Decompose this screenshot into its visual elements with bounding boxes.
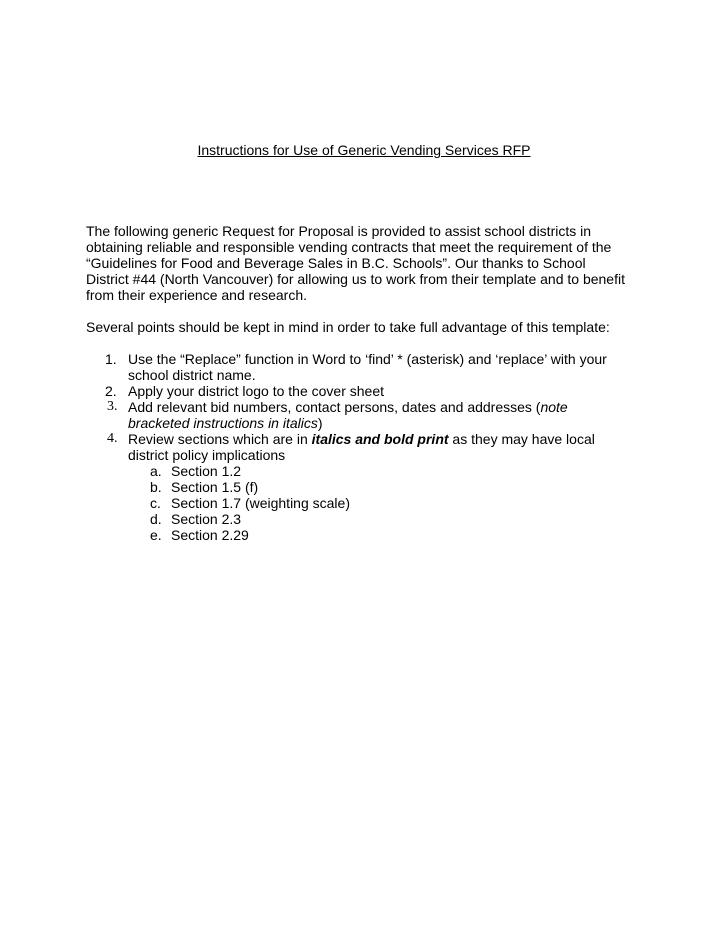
list-item-number: 1. [105, 351, 117, 367]
list-item-line [128, 431, 646, 447]
intro-line: District #44 (North Vancouver) for allowing us to work from their template and to benefit [86, 271, 625, 287]
sub-list-item-text: Section 2.29 [171, 527, 249, 543]
list-item-number: 3. [107, 399, 118, 414]
list-item [86, 383, 646, 399]
intro-line: from their experience and research. [86, 287, 307, 303]
intro-line: obtaining reliable and responsible vending contracts that meet the requirement of the [86, 239, 612, 255]
list-item-line [128, 399, 646, 415]
sub-list-item [86, 527, 646, 543]
sub-list-item-letter: a. [150, 463, 162, 479]
points-paragraph: Several points should be kept in mind in order to take full advantage of this template: [86, 319, 610, 335]
list-item-italic-text: bracketed instructions in italics [128, 415, 318, 431]
list-item-text: Add relevant bid numbers, contact persons, dates and addresses ( [128, 399, 541, 415]
list-item-number: 2. [105, 383, 117, 399]
sub-list-item [86, 495, 646, 511]
sub-list-item [86, 511, 646, 527]
list-item-bold-italic-text: italics and bold print [311, 431, 449, 447]
list-item-line: Apply your district logo to the cover sheet [128, 383, 385, 399]
intro-line: “Guidelines for Food and Beverage Sales in B.C. Schools”. Our thanks to School [86, 255, 586, 271]
list-item-text: as they may have local [448, 431, 595, 447]
list-item-text: ) [317, 415, 323, 431]
intro-paragraph [86, 223, 646, 303]
sub-list-item-text: Section 1.5 (f) [171, 479, 259, 495]
sub-list-item-letter: e. [150, 527, 162, 543]
sub-list-item-letter: b. [150, 479, 162, 495]
list-item [86, 351, 646, 383]
list-item-line: district policy implications [128, 447, 286, 463]
list-item [86, 431, 646, 463]
sub-list-item-letter: d. [150, 511, 162, 527]
list-item-line: Use the “Replace” function in Word to ‘find’ * (asterisk) and ‘replace’ with your [128, 351, 607, 367]
sub-list-item [86, 463, 646, 479]
sub-list-item-text: Section 1.7 (weighting scale) [171, 495, 350, 511]
list-item-italic-text: note [540, 399, 568, 415]
instruction-list [86, 351, 646, 543]
sub-list-item [86, 479, 646, 495]
sub-list-item-letter: c. [150, 495, 161, 511]
list-item-number: 4. [107, 431, 118, 446]
list-item-text: Review sections which are in [128, 431, 312, 447]
document-title [0, 142, 728, 158]
document-title-text: Instructions for Use of Generic Vending Services RFP [197, 142, 531, 158]
list-item [86, 399, 646, 431]
sub-list-item-text: Section 1.2 [171, 463, 242, 479]
list-item-line [128, 415, 646, 431]
list-item-line: school district name. [128, 367, 256, 383]
sub-list-item-text: Section 2.3 [171, 511, 242, 527]
intro-line: The following generic Request for Proposal is provided to assist school districts in [86, 223, 592, 239]
